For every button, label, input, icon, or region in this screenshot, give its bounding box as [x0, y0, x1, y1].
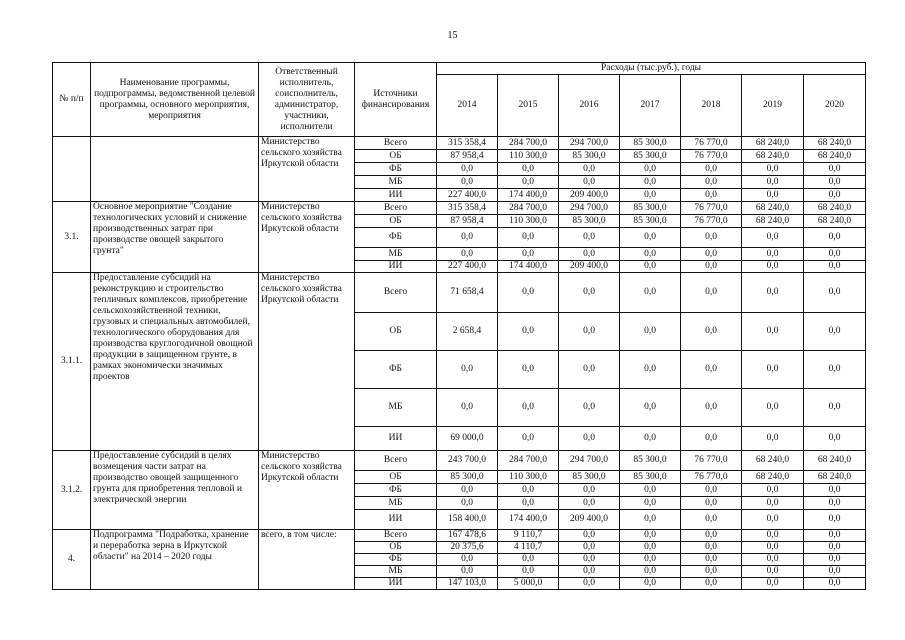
expense-value: 0,0	[742, 313, 804, 351]
expense-value: 0,0	[559, 351, 620, 389]
expense-value: 294 700,0	[559, 202, 620, 215]
expense-value: 0,0	[681, 176, 742, 189]
expense-value: 76 770,0	[681, 137, 742, 150]
expense-value: 0,0	[804, 510, 866, 530]
row-number: 3.1.	[53, 202, 91, 273]
row-number: 3.1.1.	[53, 273, 91, 451]
expense-value: 0,0	[804, 427, 866, 451]
expense-value: 0,0	[804, 554, 866, 566]
table-row	[53, 530, 866, 542]
expense-value: 0,0	[559, 176, 620, 189]
expense-value: 0,0	[559, 578, 620, 590]
table-body	[53, 137, 866, 590]
expense-value: 0,0	[742, 566, 804, 578]
expense-value: 0,0	[681, 566, 742, 578]
expense-value: 85 300,0	[559, 150, 620, 163]
expense-value: 209 400,0	[559, 510, 620, 530]
expense-value: 0,0	[681, 163, 742, 176]
budget-table	[52, 62, 866, 590]
expense-value: 0,0	[498, 427, 559, 451]
expense-value: 0,0	[620, 228, 681, 248]
expense-value: 68 240,0	[742, 150, 804, 163]
expense-value: 0,0	[804, 566, 866, 578]
row-name: Подпрограмма "Подработка, хранение и переработка зерна в Иркутской области" на 2014 – 2020 годы	[91, 530, 259, 590]
expense-value: 0,0	[681, 510, 742, 530]
expense-value: 0,0	[681, 484, 742, 497]
expense-value: 85 300,0	[620, 202, 681, 215]
expense-value: 76 770,0	[681, 202, 742, 215]
expense-value: 0,0	[620, 351, 681, 389]
expense-value: 174 400,0	[498, 261, 559, 273]
expense-value: 209 400,0	[559, 189, 620, 202]
expense-value: 85 300,0	[559, 471, 620, 484]
expense-value: 0,0	[620, 313, 681, 351]
expense-value: 85 300,0	[620, 137, 681, 150]
funding-source: ИИ	[355, 510, 437, 530]
expense-value: 0,0	[742, 351, 804, 389]
expense-value: 0,0	[498, 313, 559, 351]
expense-value: 0,0	[804, 273, 866, 313]
expense-value: 0,0	[742, 248, 804, 261]
expense-value: 0,0	[681, 351, 742, 389]
expense-value: 0,0	[742, 176, 804, 189]
expense-value: 0,0	[804, 248, 866, 261]
expense-value: 0,0	[620, 554, 681, 566]
expense-value: 0,0	[498, 389, 559, 427]
expense-value: 0,0	[620, 261, 681, 273]
expense-value: 315 358,4	[437, 202, 498, 215]
expense-value: 68 240,0	[804, 471, 866, 484]
expense-value: 0,0	[804, 163, 866, 176]
header-responsible: Ответственный исполнитель, соисполнитель, администратор, участники, исполнители	[259, 63, 355, 137]
row-responsible: Министерство сельского хозяйства Иркутской области	[259, 451, 355, 530]
expense-value: 227 400,0	[437, 261, 498, 273]
expense-value: 0,0	[498, 497, 559, 510]
table-row	[53, 451, 866, 471]
funding-source: ИИ	[355, 578, 437, 590]
expense-value: 71 658,4	[437, 273, 498, 313]
expense-value: 85 300,0	[620, 150, 681, 163]
expense-value: 227 400,0	[437, 189, 498, 202]
header-year: 2016	[559, 75, 620, 137]
expense-value: 0,0	[742, 530, 804, 542]
funding-source: ОБ	[355, 313, 437, 351]
expense-value: 315 358,4	[437, 137, 498, 150]
funding-source: ИИ	[355, 427, 437, 451]
header-expenses: Расходы (тыс.руб.), годы	[437, 63, 866, 75]
expense-value: 167 478,6	[437, 530, 498, 542]
expense-value: 87 958,4	[437, 150, 498, 163]
expense-value: 0,0	[742, 189, 804, 202]
header-no: № п/п	[53, 63, 91, 137]
header-year: 2017	[620, 75, 681, 137]
expense-value: 0,0	[742, 261, 804, 273]
table-row	[53, 202, 866, 215]
expense-value: 0,0	[498, 176, 559, 189]
expense-value: 0,0	[804, 542, 866, 554]
expense-value: 0,0	[681, 189, 742, 202]
row-number: 3.1.2.	[53, 451, 91, 530]
expense-value: 0,0	[681, 248, 742, 261]
row-responsible: Министерство сельского хозяйства Иркутской области	[259, 137, 355, 202]
header-year: 2020	[804, 75, 866, 137]
expense-value: 68 240,0	[804, 150, 866, 163]
funding-source: ОБ	[355, 471, 437, 484]
expense-value: 284 700,0	[498, 202, 559, 215]
expense-value: 0,0	[437, 228, 498, 248]
expense-value: 85 300,0	[620, 215, 681, 228]
expense-value: 0,0	[804, 389, 866, 427]
expense-value: 0,0	[498, 228, 559, 248]
expense-value: 0,0	[742, 497, 804, 510]
funding-source: ИИ	[355, 261, 437, 273]
expense-value: 0,0	[437, 248, 498, 261]
expense-value: 68 240,0	[804, 451, 866, 471]
expense-value: 0,0	[437, 497, 498, 510]
expense-value: 0,0	[804, 176, 866, 189]
funding-source: МБ	[355, 497, 437, 510]
expense-value: 0,0	[742, 273, 804, 313]
expense-value: 147 103,0	[437, 578, 498, 590]
expense-value: 68 240,0	[804, 215, 866, 228]
expense-value: 68 240,0	[742, 137, 804, 150]
expense-value: 0,0	[498, 163, 559, 176]
expense-value: 0,0	[742, 484, 804, 497]
expense-value: 87 958,4	[437, 215, 498, 228]
header-sources: Источники финансирования	[355, 63, 437, 137]
expense-value: 0,0	[620, 248, 681, 261]
row-name	[91, 137, 259, 202]
expense-value: 0,0	[498, 351, 559, 389]
row-number: 4.	[53, 530, 91, 590]
expense-value: 0,0	[437, 351, 498, 389]
expense-value: 0,0	[559, 530, 620, 542]
expense-value: 243 700,0	[437, 451, 498, 471]
expense-value: 0,0	[559, 313, 620, 351]
expense-value: 0,0	[620, 163, 681, 176]
expense-value: 0,0	[437, 176, 498, 189]
expense-value: 0,0	[498, 248, 559, 261]
expense-value: 2 658,4	[437, 313, 498, 351]
expense-value: 110 300,0	[498, 215, 559, 228]
row-name: Основное мероприятие "Создание технологических условий и снижение производственных затрат при производстве овощей закрытого грунта"	[91, 202, 259, 273]
page-number: 15	[447, 30, 458, 41]
row-name: Предоставление субсидий на реконструкцию и строительство тепличных комплексов, приобретение сельскохозяйственной техники, грузовых и специальных автомобилей, технологического оборудования для производства круглогодичной овощной продукции в защищенном грунте, в рамках экономически значимых проектов	[91, 273, 259, 451]
expense-value: 0,0	[437, 554, 498, 566]
expense-value: 0,0	[742, 163, 804, 176]
header-name: Наименование программы, подпрограммы, ведомственной целевой программы, основного мероприятия, мероприятия	[91, 63, 259, 137]
expense-value: 76 770,0	[681, 471, 742, 484]
expense-value: 0,0	[559, 542, 620, 554]
funding-source: МБ	[355, 389, 437, 427]
funding-source: ОБ	[355, 215, 437, 228]
expense-value: 0,0	[620, 497, 681, 510]
funding-source: Всего	[355, 273, 437, 313]
expense-value: 0,0	[437, 163, 498, 176]
table-row	[53, 137, 866, 150]
expense-value: 0,0	[681, 261, 742, 273]
expense-value: 0,0	[559, 163, 620, 176]
expense-value: 0,0	[681, 427, 742, 451]
expense-value: 68 240,0	[804, 202, 866, 215]
row-responsible: всего, в том числе:	[259, 530, 355, 590]
expense-value: 0,0	[681, 530, 742, 542]
expense-value: 0,0	[742, 542, 804, 554]
expense-value: 0,0	[620, 273, 681, 313]
expense-value: 174 400,0	[498, 510, 559, 530]
expense-value: 85 300,0	[620, 451, 681, 471]
expense-value: 76 770,0	[681, 150, 742, 163]
expense-value: 0,0	[681, 313, 742, 351]
row-number	[53, 137, 91, 202]
funding-source: Всего	[355, 202, 437, 215]
expense-value: 0,0	[437, 566, 498, 578]
expense-value: 0,0	[742, 389, 804, 427]
expense-value: 0,0	[804, 497, 866, 510]
expense-value: 0,0	[804, 578, 866, 590]
expense-value: 0,0	[742, 510, 804, 530]
expense-value: 85 300,0	[620, 471, 681, 484]
expense-value: 0,0	[804, 313, 866, 351]
expense-value: 0,0	[681, 554, 742, 566]
funding-source: ОБ	[355, 150, 437, 163]
row-responsible: Министерство сельского хозяйства Иркутской области	[259, 202, 355, 273]
expense-value: 0,0	[559, 484, 620, 497]
expense-value: 0,0	[620, 176, 681, 189]
expense-value: 68 240,0	[742, 202, 804, 215]
header-year: 2014	[437, 75, 498, 137]
funding-source: МБ	[355, 566, 437, 578]
expense-value: 0,0	[559, 228, 620, 248]
expense-value: 68 240,0	[742, 451, 804, 471]
expense-value: 68 240,0	[742, 471, 804, 484]
expense-value: 0,0	[559, 566, 620, 578]
header-year: 2019	[742, 75, 804, 137]
expense-value: 85 300,0	[437, 471, 498, 484]
expense-value: 68 240,0	[804, 137, 866, 150]
expense-value: 0,0	[559, 273, 620, 313]
funding-source: Всего	[355, 530, 437, 542]
expense-value: 0,0	[437, 389, 498, 427]
expense-value: 0,0	[804, 189, 866, 202]
expense-value: 0,0	[742, 578, 804, 590]
funding-source: ФБ	[355, 351, 437, 389]
expense-value: 76 770,0	[681, 451, 742, 471]
expense-value: 0,0	[681, 542, 742, 554]
header-year: 2018	[681, 75, 742, 137]
table-row	[53, 273, 866, 313]
expense-value: 0,0	[620, 427, 681, 451]
expense-value: 0,0	[498, 484, 559, 497]
expense-value: 110 300,0	[498, 471, 559, 484]
expense-value: 0,0	[620, 542, 681, 554]
expense-value: 76 770,0	[681, 215, 742, 228]
row-name: Предоставление субсидий в целях возмещения части затрат на производство овощей защищенного грунта для приобретения тепловой и электрической энергии	[91, 451, 259, 530]
expense-value: 0,0	[681, 228, 742, 248]
funding-source: ОБ	[355, 542, 437, 554]
expense-value: 174 400,0	[498, 189, 559, 202]
expense-value: 110 300,0	[498, 150, 559, 163]
expense-value: 0,0	[742, 228, 804, 248]
expense-value: 5 000,0	[498, 578, 559, 590]
expense-value: 0,0	[742, 554, 804, 566]
expense-value: 0,0	[620, 566, 681, 578]
expense-value: 85 300,0	[559, 215, 620, 228]
header-year: 2015	[498, 75, 559, 137]
expense-value: 0,0	[620, 389, 681, 427]
expense-value: 0,0	[804, 228, 866, 248]
expense-value: 0,0	[804, 484, 866, 497]
expense-value: 0,0	[559, 389, 620, 427]
expense-value: 0,0	[620, 510, 681, 530]
expense-value: 4 110,7	[498, 542, 559, 554]
funding-source: Всего	[355, 137, 437, 150]
expense-value: 0,0	[681, 497, 742, 510]
expense-value: 0,0	[620, 530, 681, 542]
funding-source: ФБ	[355, 484, 437, 497]
expense-value: 68 240,0	[742, 215, 804, 228]
expense-value: 0,0	[498, 566, 559, 578]
funding-source: МБ	[355, 176, 437, 189]
expense-value: 20 375,6	[437, 542, 498, 554]
funding-source: ФБ	[355, 228, 437, 248]
expense-value: 0,0	[804, 261, 866, 273]
expense-value: 284 700,0	[498, 137, 559, 150]
funding-source: Всего	[355, 451, 437, 471]
expense-value: 0,0	[742, 427, 804, 451]
expense-value: 9 110,7	[498, 530, 559, 542]
expense-value: 0,0	[498, 273, 559, 313]
expense-value: 0,0	[804, 530, 866, 542]
expense-value: 0,0	[559, 497, 620, 510]
expense-value: 0,0	[559, 554, 620, 566]
expense-value: 158 400,0	[437, 510, 498, 530]
expense-value: 0,0	[559, 248, 620, 261]
expense-value: 0,0	[559, 427, 620, 451]
expense-value: 0,0	[620, 189, 681, 202]
expense-value: 0,0	[681, 578, 742, 590]
funding-source: ИИ	[355, 189, 437, 202]
expense-value: 0,0	[437, 484, 498, 497]
row-responsible: Министерство сельского хозяйства Иркутской области	[259, 273, 355, 451]
expense-value: 0,0	[620, 484, 681, 497]
funding-source: ФБ	[355, 554, 437, 566]
funding-source: ФБ	[355, 163, 437, 176]
expense-value: 294 700,0	[559, 137, 620, 150]
expense-value: 0,0	[620, 578, 681, 590]
expense-value: 69 000,0	[437, 427, 498, 451]
expense-value: 0,0	[681, 389, 742, 427]
expense-value: 0,0	[804, 351, 866, 389]
expense-value: 0,0	[498, 554, 559, 566]
expense-value: 209 400,0	[559, 261, 620, 273]
expense-value: 294 700,0	[559, 451, 620, 471]
funding-source: МБ	[355, 248, 437, 261]
expense-value: 284 700,0	[498, 451, 559, 471]
expense-value: 0,0	[681, 273, 742, 313]
